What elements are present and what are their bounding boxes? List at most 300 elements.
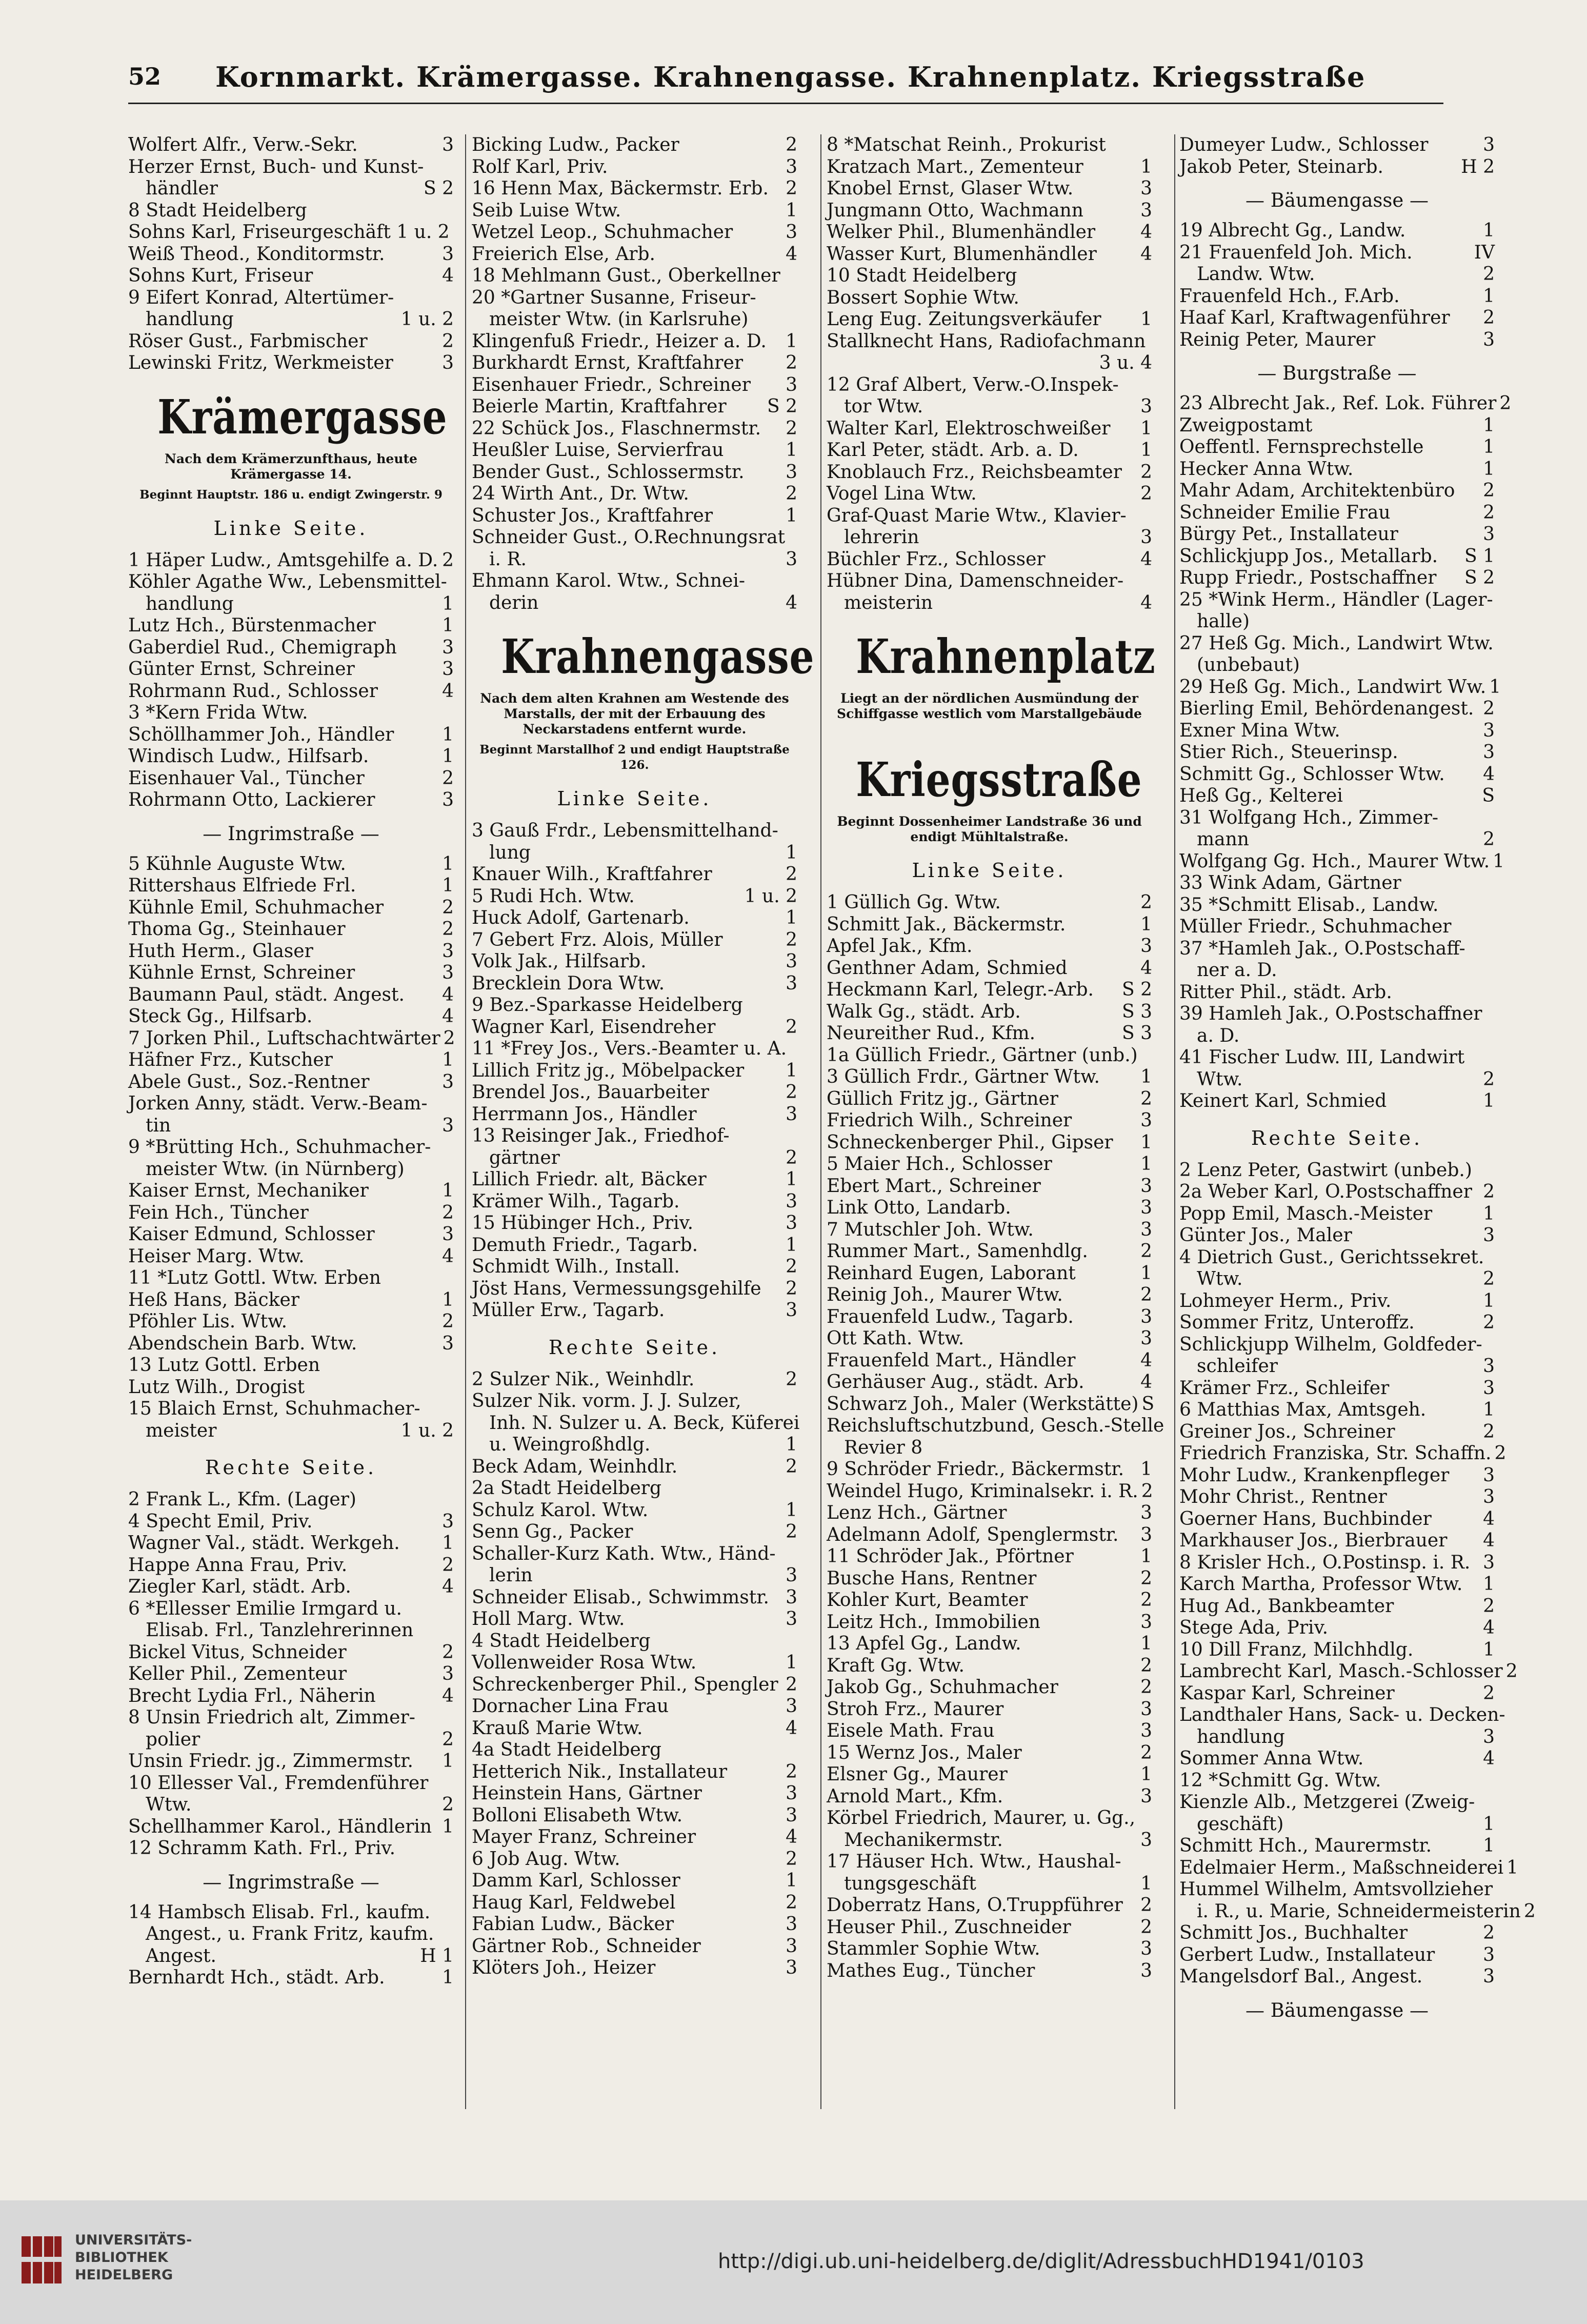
entry-text: Kraft Gg. Wtw.: [827, 1655, 965, 1676]
entry-text: Schneckenberger Phil., Gipser: [827, 1131, 1113, 1153]
entry-text: Stier Rich., Steuerinsp.: [1179, 742, 1398, 763]
directory-entry: [827, 1481, 1152, 1503]
entry-text: tor Wtw.: [844, 396, 923, 417]
entry-text: Büchler Frz., Schlosser: [827, 548, 1046, 570]
entry-text: 6 Matthias Max, Amtsgeh.: [1179, 1399, 1427, 1420]
entry-floor: 2: [442, 549, 454, 571]
directory-entry: [472, 1125, 797, 1147]
entry-floor: S 2: [423, 178, 454, 199]
directory-entry: [128, 768, 454, 790]
entry-text: 39 Hamleh Jak., O.Postschaffner: [1179, 1003, 1482, 1024]
entry-text: Heß Gg., Kelterei: [1179, 785, 1343, 806]
entry-floor: 4: [1140, 243, 1152, 265]
entry-floor: 1: [786, 1060, 797, 1081]
entry-floor: 1: [1483, 436, 1495, 458]
directory-entry: [1179, 1922, 1495, 1944]
source-url-link[interactable]: http://digi.ub.uni-heidelberg.de/diglit/AdressbuchHD1941/0103: [718, 2250, 1364, 2273]
entry-text: Baumann Paul, städt. Angest.: [128, 984, 405, 1005]
directory-entry: [827, 134, 1152, 156]
entry-floor: 3: [786, 156, 797, 177]
entry-continuation: [472, 1565, 797, 1587]
entry-text: Haaf Karl, Kraftwagenführer: [1179, 307, 1450, 328]
entry-text: 22 Schück Jos., Flaschnermstr.: [472, 418, 761, 439]
entry-text: 10 Dill Franz, Milchhdlg.: [1179, 1639, 1414, 1660]
column-3: [827, 134, 1164, 1982]
directory-entry: [472, 820, 797, 842]
entry-text: Demuth Friedr., Tagarb.: [472, 1234, 698, 1256]
entry-floor: 2: [786, 483, 797, 504]
directory-entry: [827, 1110, 1152, 1132]
entry-text: Sohns Karl, Friseurgeschäft 1 u. 2: [128, 222, 450, 243]
entry-text: Beck Adam, Weinhdlr.: [472, 1456, 678, 1477]
entry-floor: 2: [786, 1256, 797, 1277]
directory-entry: [1179, 1552, 1495, 1574]
entry-text: Ehmann Karol. Wtw., Schnei-: [472, 570, 746, 591]
directory-entry: [128, 1311, 454, 1333]
directory-entry: [128, 287, 454, 309]
column-divider: [1174, 134, 1175, 2109]
entry-text: 15 Wernz Jos., Maler: [827, 1742, 1022, 1763]
entry-floor: 4: [1140, 592, 1152, 613]
entry-floor: 3: [442, 940, 454, 962]
entry-floor: 1: [786, 1169, 797, 1190]
entry-text: Zweigpostamt: [1179, 414, 1313, 436]
entry-continuation: [128, 593, 454, 615]
directory-entry: [128, 1533, 454, 1555]
directory-entry: [827, 1393, 1155, 1416]
entry-floor: 2: [1499, 393, 1512, 414]
directory-entry: [472, 951, 797, 973]
entry-text: Mechanikermstr.: [844, 1829, 1003, 1851]
entry-floor: 1: [1483, 1574, 1495, 1595]
entry-floor: 3: [786, 1914, 797, 1935]
entry-text: Bolloni Elisabeth Wtw.: [472, 1804, 683, 1826]
directory-entry: [128, 637, 454, 659]
entry-floor: 3: [1140, 1938, 1152, 1959]
directory-entry: [472, 1017, 797, 1039]
entry-continuation: [472, 592, 797, 614]
entry-text: Volk Jak., Hilfsarb.: [472, 951, 647, 972]
entry-floor: 3: [1140, 1829, 1152, 1851]
entry-floor: 1: [1140, 913, 1152, 935]
directory-entry: [1179, 1748, 1495, 1770]
entry-text: Gerbert Ludw., Installateur: [1179, 1944, 1435, 1965]
entry-text: Gerhäuser Aug., städt. Arb.: [827, 1372, 1084, 1393]
entry-text: 12 Graf Albert, Verw.-O.Inspek-: [827, 374, 1119, 395]
entry-floor: 1: [1483, 1203, 1495, 1224]
directory-entry: [1179, 1203, 1495, 1225]
directory-entry: [472, 527, 797, 549]
directory-entry: [1179, 1661, 1518, 1683]
directory-entry: [128, 222, 454, 244]
entry-text: Knoblauch Frz., Reichsbeamter: [827, 461, 1122, 483]
entry-continuation: [128, 309, 454, 331]
entry-text: Happe Anna Frau, Priv.: [128, 1554, 348, 1576]
directory-entry: [1179, 916, 1495, 938]
entry-text: 15 Blaich Ernst, Schuhmacher-: [128, 1398, 420, 1419]
cross-street-marker: — Bäumengasse —: [1245, 1999, 1429, 2021]
directory-entry: [827, 287, 1152, 309]
entry-text: tungsgeschäft: [844, 1873, 976, 1894]
directory-entry: [827, 352, 1152, 374]
directory-entry: [472, 1038, 797, 1060]
entry-floor: 3: [442, 1071, 454, 1093]
entry-text: Schmidt Wilh., Install.: [472, 1256, 680, 1277]
entry-floor: 2: [1140, 1567, 1152, 1589]
entry-text: Wagner Val., städt. Werkgeh.: [128, 1533, 400, 1554]
entry-floor: 1: [1140, 440, 1152, 461]
entry-text: Abele Gust., Soz.-Rentner: [128, 1071, 370, 1093]
entry-continuation: [472, 842, 797, 864]
entry-floor: 2: [786, 1848, 797, 1870]
entry-text: Lutz Wilh., Drogist: [128, 1376, 305, 1398]
entry-floor: 1: [786, 330, 797, 352]
entry-text: Lambrecht Karl, Masch.-Schlosser: [1179, 1661, 1503, 1682]
entry-floor: 3: [1483, 1377, 1495, 1399]
entry-text: Rummer Mart., Samenhdlg.: [827, 1241, 1088, 1262]
directory-entry: [128, 1224, 454, 1246]
entry-text: Beierle Martin, Kraftfahrer: [472, 396, 727, 417]
entry-floor: 2: [786, 1082, 797, 1103]
directory-entry: [472, 1674, 797, 1696]
entry-floor: 2: [1140, 1655, 1152, 1676]
entry-text: Klingenfuß Friedr., Heizer a. D.: [472, 330, 767, 352]
entry-floor: 3: [1483, 1356, 1495, 1377]
entry-text: Mangelsdorf Bal., Angest.: [1179, 1966, 1423, 1987]
directory-entry: [128, 1202, 454, 1224]
entry-floor: 3: [786, 1804, 797, 1826]
entry-text: Bernhardt Hch., städt. Arb.: [128, 1967, 385, 1988]
entry-text: 9 Eifert Konrad, Altertümer-: [128, 287, 394, 308]
directory-entry: [1179, 1835, 1495, 1857]
entry-text: Kühnle Ernst, Schreiner: [128, 962, 355, 983]
entry-text: Leitz Hch., Immobilien: [827, 1611, 1040, 1633]
entry-floor: 3: [1483, 1552, 1495, 1573]
entry-floor: 1: [442, 1751, 454, 1772]
directory-entry: [1179, 220, 1495, 242]
directory-entry: [472, 178, 797, 200]
directory-entry: [827, 462, 1152, 484]
entry-text: 16 Henn Max, Bäckermstr. Erb.: [472, 178, 769, 199]
entry-floor: 2: [1505, 1661, 1518, 1682]
entry-text: Stroh Frz., Maurer: [827, 1698, 1004, 1720]
entry-floor: 3: [1483, 134, 1495, 155]
street-heading: Krahnengasse: [501, 629, 815, 684]
entry-text: Unsin Friedr. jg., Zimmermstr.: [128, 1751, 413, 1772]
entry-floor: 2: [1483, 1068, 1495, 1090]
entry-floor: 4: [1483, 1617, 1495, 1638]
directory-entry: [827, 936, 1152, 958]
entry-floor: 1: [786, 440, 797, 461]
entry-floor: 1: [442, 1289, 454, 1310]
entry-floor: 3: [1483, 742, 1495, 763]
entry-floor: 3: [442, 637, 454, 658]
side-heading: Rechte Seite.: [1251, 1126, 1423, 1149]
entry-text: Bürgy Pet., Installateur: [1179, 524, 1398, 545]
directory-entry: [827, 1415, 1164, 1437]
directory-entry: [827, 1546, 1152, 1568]
directory-entry: [1179, 1683, 1495, 1705]
entry-text: Apfel Jak., Kfm.: [827, 936, 973, 957]
entry-floor: 4: [786, 243, 797, 265]
entry-floor: 3: [1140, 1110, 1152, 1131]
entry-continuation: [1179, 264, 1495, 286]
column-1: [128, 134, 454, 1989]
directory-entry: [128, 331, 454, 353]
entry-floor: 3: [1140, 1328, 1152, 1349]
entry-text: 2a Stadt Heidelberg: [472, 1478, 662, 1499]
entry-text: Hug Ad., Bankbeamter: [1179, 1595, 1394, 1617]
entry-floor: 3: [1140, 527, 1152, 548]
entry-continuation: [472, 1147, 797, 1169]
directory-entry: [472, 995, 797, 1017]
directory-entry: [827, 1197, 1152, 1219]
side-heading: Rechte Seite.: [205, 1456, 377, 1479]
entry-floor: 2: [1140, 1088, 1152, 1109]
entry-floor: 4: [1483, 1508, 1495, 1530]
entry-continuation: [1179, 1356, 1495, 1378]
entry-text: Eisele Math. Frau: [827, 1720, 995, 1741]
entry-text: Wtw.: [1197, 1268, 1243, 1289]
entry-text: 2 Sulzer Nik., Weinhdlr.: [472, 1368, 695, 1390]
directory-entry: [472, 1391, 797, 1413]
entry-text: Güllich Fritz jg., Gärtner: [827, 1088, 1058, 1109]
entry-floor: 3: [786, 1300, 797, 1321]
entry-text: schleifer: [1197, 1356, 1278, 1377]
entry-text: 7 Mutschler Joh. Wtw.: [827, 1219, 1034, 1240]
directory-entry: [472, 1478, 797, 1500]
entry-floor: 3: [786, 1565, 797, 1586]
directory-entry: [128, 702, 454, 724]
entry-floor: 2: [1483, 1421, 1495, 1442]
entry-text: Busche Hans, Rentner: [827, 1567, 1037, 1589]
entry-floor: 1: [1140, 1873, 1152, 1894]
directory-entry: [128, 1355, 454, 1377]
directory-entry: [1179, 502, 1495, 524]
entry-floor: 2: [1483, 264, 1495, 285]
directory-entry: [472, 1521, 797, 1543]
directory-entry: [827, 156, 1152, 178]
entry-text: Schulz Karol. Wtw.: [472, 1499, 649, 1521]
entry-floor: 1: [1483, 1835, 1495, 1856]
directory-entry: [128, 1137, 454, 1159]
directory-entry: [472, 1543, 797, 1565]
entry-floor: 3: [1140, 1175, 1152, 1197]
directory-entry: [128, 1642, 454, 1664]
directory-entry: [827, 1502, 1152, 1524]
directory-entry: [128, 571, 454, 593]
entry-floor: 2: [442, 897, 454, 918]
entry-text: Mohr Christ., Rentner: [1179, 1486, 1387, 1507]
entry-text: 18 Mehlmann Gust., Oberkellner: [472, 265, 780, 286]
entry-text: Sommer Anna Wtw.: [1179, 1748, 1364, 1769]
directory-entry: [472, 244, 797, 266]
entry-floor: S 2: [767, 396, 797, 417]
directory-entry: [827, 1088, 1152, 1110]
directory-entry: [827, 1219, 1152, 1241]
entry-text: Mathes Eug., Tüncher: [827, 1960, 1035, 1981]
entry-text: 8 Unsin Friedrich alt, Zimmer-: [128, 1707, 415, 1728]
entry-floor: S 2: [1464, 567, 1495, 588]
entry-floor: 2: [786, 1761, 797, 1782]
directory-entry: [827, 979, 1152, 1001]
entry-floor: 3: [786, 972, 797, 994]
entry-text: 24 Wirth Ant., Dr. Wtw.: [472, 483, 689, 504]
entry-text: 8 Krisler Hch., O.Postinsp. i. R.: [1179, 1552, 1471, 1573]
entry-floor: 3: [442, 659, 454, 680]
directory-entry: [1179, 1486, 1495, 1508]
directory-entry: [472, 1914, 797, 1936]
entry-floor: 4: [786, 1717, 797, 1739]
directory-entry: [472, 374, 797, 396]
directory-entry: [472, 1082, 797, 1104]
entry-floor: 2: [786, 929, 797, 950]
directory-entry: [1179, 850, 1505, 873]
entry-floor: 1: [1140, 1459, 1152, 1480]
entry-text: Bicking Ludw., Packer: [472, 134, 679, 155]
entry-floor: 3: [786, 461, 797, 483]
entry-continuation: [128, 1794, 454, 1816]
entry-text: Lutz Hch., Bürstenmacher: [128, 615, 376, 636]
entry-text: Friedrich Wilh., Schreiner: [827, 1110, 1072, 1131]
directory-entry: [472, 1060, 797, 1082]
entry-text: Wtw.: [1197, 1068, 1243, 1090]
entry-text: Ziegler Karl, städt. Arb.: [128, 1576, 351, 1597]
directory-entry: [472, 1718, 797, 1740]
entry-continuation: [128, 1620, 454, 1642]
directory-entry: [827, 1459, 1152, 1481]
directory-entry: [472, 483, 797, 505]
entry-floor: 3: [1483, 720, 1495, 741]
entry-text: 37 *Hamleh Jak., O.Postschaff-: [1179, 938, 1465, 959]
entry-text: 8 *Matschat Reinh., Prokurist: [827, 134, 1106, 155]
entry-text: Schöllhammer Joh., Händler: [128, 724, 394, 745]
entry-floor: 3: [1483, 1966, 1495, 1987]
entry-floor: 1: [786, 842, 797, 863]
entry-text: Heß Hans, Bäcker: [128, 1289, 300, 1310]
directory-entry: [827, 1851, 1152, 1873]
directory-entry: [472, 440, 797, 462]
entry-text: Jöst Hans, Vermessungsgehilfe: [472, 1278, 761, 1299]
entry-text: Landw. Wtw.: [1197, 264, 1315, 285]
entry-text: 5 Maier Hch., Schlosser: [827, 1154, 1052, 1175]
entry-text: Holl Marg. Wtw.: [472, 1608, 625, 1630]
entry-text: gärtner: [489, 1147, 560, 1168]
entry-floor: 2: [1140, 1590, 1152, 1611]
entry-text: Schlickjupp Jos., Metallarb.: [1179, 545, 1438, 567]
entry-continuation: [1179, 1025, 1495, 1047]
entry-floor: 2: [442, 1641, 454, 1663]
entry-text: 35 *Schmitt Elisab., Landw.: [1179, 894, 1439, 916]
directory-entry: [472, 1652, 797, 1674]
directory-entry: [1179, 982, 1495, 1004]
entry-text: Neureither Rud., Kfm.: [827, 1023, 1036, 1044]
directory-entry: [1179, 1944, 1495, 1967]
entry-text: Edelmaier Herm., Maßschneiderei: [1179, 1857, 1504, 1878]
entry-text: 31 Wolfgang Hch., Zimmer-: [1179, 807, 1439, 828]
directory-entry: [128, 156, 454, 178]
directory-entry: [1179, 1857, 1519, 1879]
entry-floor: 3: [786, 548, 797, 570]
entry-text: u. Weingroßhdlg.: [489, 1434, 651, 1455]
entry-text: Müller Friedr., Schuhmacher: [1179, 916, 1452, 937]
directory-entry: [1179, 134, 1495, 156]
entry-floor: 1: [1493, 850, 1505, 872]
directory-entry: [827, 1960, 1152, 1982]
entry-floor: 2: [1483, 502, 1495, 523]
entry-text: Vollenweider Rosa Wtw.: [472, 1652, 697, 1673]
entry-text: Wtw.: [146, 1794, 192, 1815]
directory-entry: [472, 134, 797, 156]
entry-floor: 2: [1483, 307, 1495, 328]
entry-text: 4 Stadt Heidelberg: [472, 1630, 651, 1652]
entry-text: Exner Mina Wtw.: [1179, 720, 1340, 741]
entry-text: Fein Hch., Tüncher: [128, 1202, 309, 1223]
directory-entry: [827, 1742, 1152, 1764]
directory-entry: [1179, 329, 1495, 351]
entry-floor: 4: [442, 1576, 454, 1597]
directory-entry: [827, 1677, 1152, 1699]
entry-continuation: [827, 1437, 1152, 1459]
directory-entry: [128, 789, 454, 811]
directory-entry: [472, 331, 797, 353]
entry-text: 1 Güllich Gg. Wtw.: [827, 892, 1001, 913]
entry-text: Greiner Jos., Schreiner: [1179, 1421, 1395, 1442]
entry-text: Jorken Anny, städt. Verw.-Beam-: [128, 1093, 428, 1114]
entry-text: Friedrich Franziska, Str. Schaffn.: [1179, 1443, 1492, 1464]
entry-floor: 1: [442, 1967, 454, 1988]
directory-entry: [1179, 676, 1501, 699]
directory-entry: [472, 505, 797, 527]
entry-floor: 2: [1483, 829, 1495, 850]
entry-text: 12 Schramm Kath. Frl., Priv.: [128, 1838, 396, 1859]
directory-entry: [128, 265, 454, 287]
entry-text: 9 *Brütting Hch., Schuhmacher-: [128, 1137, 431, 1158]
entry-text: 4 Dietrich Gust., Gerichtssekret.: [1179, 1246, 1484, 1268]
directory-entry: [472, 418, 797, 440]
directory-entry: [128, 352, 454, 374]
entry-text: 23 Albrecht Jak., Ref. Lok. Führer: [1179, 393, 1497, 414]
entry-floor: 3: [442, 1115, 454, 1136]
directory-entry: [472, 265, 797, 287]
directory-entry: [827, 178, 1152, 200]
entry-text: Schellhammer Karol., Händlerin: [128, 1816, 432, 1837]
street-heading: Krahnenplatz: [856, 629, 1156, 684]
directory-entry: [472, 1696, 797, 1718]
entry-text: 10 Stadt Heidelberg: [827, 265, 1017, 286]
entry-text: 11 *Lutz Gottl. Wtw. Erben: [128, 1267, 381, 1288]
directory-entry: [128, 724, 454, 746]
directory-entry: [827, 1263, 1152, 1285]
entry-text: 3 Güllich Frdr., Gärtner Wtw.: [827, 1066, 1100, 1087]
directory-entry: [1179, 785, 1495, 807]
entry-continuation: [128, 1923, 454, 1945]
directory-entry: [128, 1576, 454, 1598]
entry-text: Herzer Ernst, Buch- und Kunst-: [128, 156, 424, 177]
directory-entry: [827, 1764, 1152, 1786]
entry-text: a. D.: [1197, 1025, 1240, 1046]
entry-text: Heinstein Hans, Gärtner: [472, 1783, 702, 1804]
entry-floor: 4: [1483, 763, 1495, 785]
entry-text: handlung: [146, 593, 234, 614]
entry-continuation: [827, 527, 1152, 549]
spacer: [827, 722, 1152, 737]
directory-entry: [1179, 1596, 1495, 1618]
directory-entry: [128, 1267, 454, 1289]
entry-floor: 1: [786, 200, 797, 221]
directory-entry: [827, 331, 1152, 353]
entry-text: Steck Gg., Hilfsarb.: [128, 1006, 313, 1027]
